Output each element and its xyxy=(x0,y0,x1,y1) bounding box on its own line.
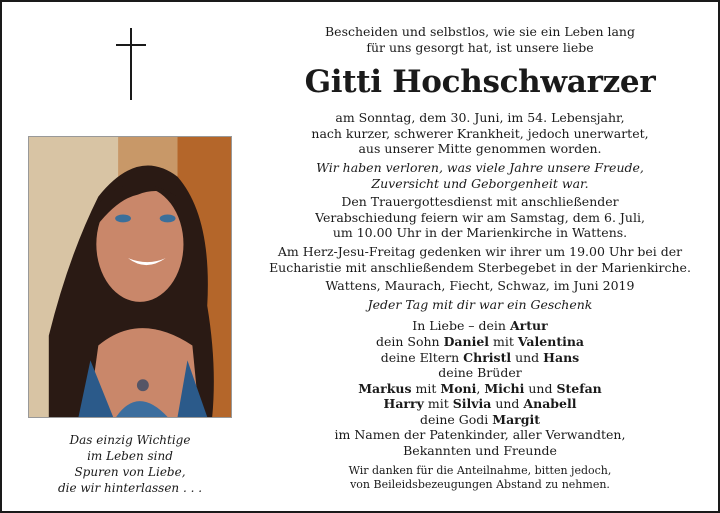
death-line: aus unserer Mitte genommen worden. xyxy=(358,141,602,157)
prayer-line: Am Herz-Jesu-Freitag gedenken wir ihrer um 19.00 Uhr bei der xyxy=(277,243,683,259)
portrait-photo xyxy=(28,136,232,418)
quote-line: Spuren von Liebe, xyxy=(74,465,186,479)
intro-line: Bescheiden und selbstlos, wie sie ein Leben lang xyxy=(325,24,635,39)
mourner-line: In Liebe – dein Artur xyxy=(412,318,548,334)
quote-line: im Leben sind xyxy=(87,449,173,463)
thanks-line: Wir danken für die Anteilnahme, bitten jedoch, xyxy=(348,463,612,477)
mourner-line: deine Eltern Christl und Hans xyxy=(380,349,580,365)
deceased-name: Gitti Hochschwarzer xyxy=(304,64,656,101)
place-date: Wattens, Maurach, Fiecht, Schwaz, im Juni 2019 xyxy=(325,278,635,294)
loss-line: Zuversicht und Geborgenheit war. xyxy=(371,175,589,191)
prayer-line: Eucharistie mit anschließendem Sterbegebet in der Marienkirche. xyxy=(269,259,691,275)
mourner-line: Harry mit Silvia und Anabell xyxy=(383,396,577,412)
notice-text xyxy=(252,24,708,492)
mourner-line: Bekannten und Freunde xyxy=(403,443,557,459)
mourner-line: dein Sohn Daniel mit Valentina xyxy=(375,333,585,349)
quote-line: Das einzig Wichtige xyxy=(69,433,191,447)
death-line: nach kurzer, schwerer Krankheit, jedoch unerwartet, xyxy=(311,125,649,141)
mourner-line: deine Godi Margit xyxy=(419,411,541,427)
loss-line: Wir haben verloren, was viele Jahre unsere Freude, xyxy=(316,159,644,175)
gift-line: Jeder Tag mit dir war ein Geschenk xyxy=(367,296,593,312)
death-line: am Sonntag, dem 30. Juni, im 54. Lebensjahr, xyxy=(335,110,625,126)
mourner-line: deine Brüder xyxy=(438,365,522,381)
memorial-quote xyxy=(28,432,232,496)
mourner-line: Markus mit Moni, Michi und Stefan xyxy=(358,380,602,396)
cross-icon xyxy=(116,28,146,100)
mourner-line: im Namen der Patenkinder, aller Verwandten, xyxy=(334,427,626,443)
intro-line: für uns gesorgt hat, ist unsere liebe xyxy=(366,39,594,55)
service-line: Den Trauergottesdienst mit anschließender xyxy=(341,194,619,210)
service-line: Verabschiedung feiern wir am Samstag, dem 6. Juli, xyxy=(315,209,645,225)
service-line: um 10.00 Uhr in der Marienkirche in Wattens. xyxy=(332,225,628,241)
thanks-line: von Beileidsbezeugungen Abstand zu nehmen. xyxy=(350,477,610,491)
quote-line: die wir hinterlassen . . . xyxy=(57,481,203,495)
